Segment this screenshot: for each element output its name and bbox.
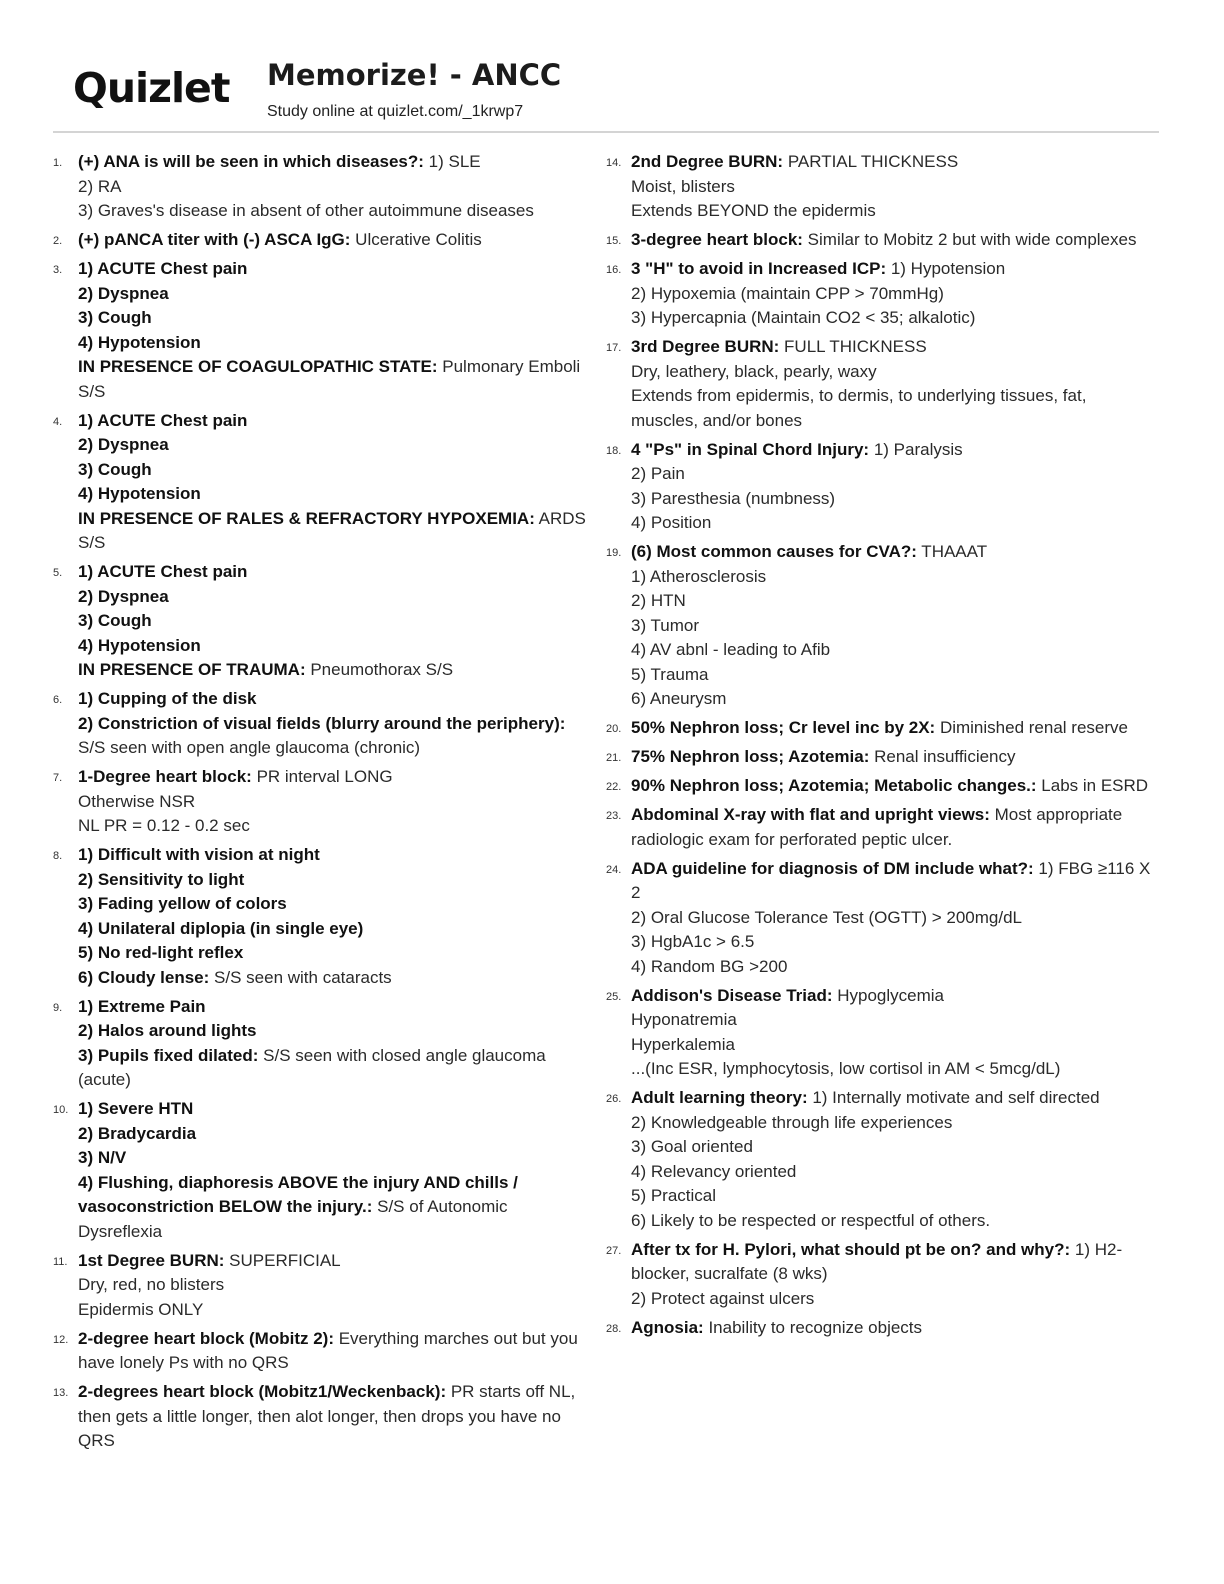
card-term: 2) Dyspnea xyxy=(78,283,169,303)
card-line xyxy=(631,150,1151,175)
card-definition: Extends BEYOND the epidermis xyxy=(631,201,876,220)
flashcard-item xyxy=(53,257,593,404)
card-line xyxy=(631,1057,1151,1082)
card-line xyxy=(78,482,593,507)
flashcard-item xyxy=(606,716,1151,741)
card-line xyxy=(631,565,1151,590)
card-line xyxy=(78,1146,593,1171)
card-number: 25. xyxy=(606,990,622,1003)
card-term: 2) Sensitivity to light xyxy=(78,869,245,889)
card-line xyxy=(631,1287,1151,1312)
card-definition: 5) Trauma xyxy=(631,664,709,684)
card-line xyxy=(78,1044,593,1093)
flashcard-item xyxy=(606,774,1151,799)
card-definition: 4) AV abnl - leading to Afib xyxy=(631,640,831,659)
card-definition: 3) HgbA1c > 6.5 xyxy=(631,932,755,951)
card-line xyxy=(78,507,593,556)
card-line xyxy=(631,306,1151,331)
card-term: 6) Cloudy lense: xyxy=(78,967,210,987)
card-term: Agnosia: xyxy=(631,1317,704,1337)
card-definition: THAAAT xyxy=(916,542,988,561)
card-term: 4) Unilateral diplopia (in single eye) xyxy=(78,918,364,938)
card-definition: Dry, leathery, black, pearly, waxy xyxy=(631,361,877,381)
card-definition: Renal insufficiency xyxy=(869,747,1016,766)
card-line xyxy=(78,1122,593,1147)
flashcard-item xyxy=(606,1086,1151,1233)
card-number: 12. xyxy=(53,1333,69,1346)
card-line xyxy=(78,609,593,634)
card-definition: 2) Hypoxemia (maintain CPP > 70mmHg) xyxy=(631,283,944,303)
card-line xyxy=(78,843,593,868)
card-term: 2) Dyspnea xyxy=(78,586,169,606)
card-line xyxy=(78,1249,593,1274)
card-line xyxy=(631,984,1151,1009)
flashcard-item xyxy=(606,984,1151,1082)
card-term: 1) ACUTE Chest pain xyxy=(78,410,248,430)
card-line xyxy=(78,941,593,966)
flashcard-item xyxy=(606,857,1151,980)
flashcard-item xyxy=(53,228,593,253)
card-number: 26. xyxy=(606,1093,622,1105)
card-definition: 2) Protect against ulcers xyxy=(631,1288,815,1308)
card-line xyxy=(78,282,593,307)
card-line xyxy=(631,1008,1151,1033)
card-term: 2) Constriction of visual fields (blurry around the periphery): xyxy=(78,713,566,733)
card-line xyxy=(78,687,593,712)
card-number: 15. xyxy=(606,235,622,247)
card-number: 22. xyxy=(606,781,622,793)
card-line xyxy=(631,1033,1151,1058)
card-line xyxy=(78,892,593,917)
card-line xyxy=(631,175,1151,200)
card-number: 27. xyxy=(606,1244,622,1257)
card-term: 1) ACUTE Chest pain xyxy=(78,259,248,278)
card-line xyxy=(631,462,1151,487)
card-definition: S/S of Autonomic Dysreflexia xyxy=(78,1197,508,1241)
card-definition: 2) Oral Glucose Tolerance Test (OGTT) > 200mg/dL xyxy=(631,907,1023,927)
card-number: 21. xyxy=(606,752,622,764)
card-term: 90% Nephron loss; Azotemia; Metabolic changes.: xyxy=(631,776,1037,795)
card-number: 6. xyxy=(53,694,63,706)
card-line xyxy=(78,257,593,282)
card-line xyxy=(631,1111,1151,1136)
card-line xyxy=(631,335,1151,360)
card-term: IN PRESENCE OF RALES & REFRACTORY HYPOXEMIA: xyxy=(78,508,535,528)
card-number: 28. xyxy=(606,1322,622,1335)
page-header xyxy=(53,55,1159,133)
card-term: 4) Hypotension xyxy=(78,332,201,352)
card-definition: 6) Likely to be respected or respectful of others. xyxy=(631,1210,991,1230)
flashcard-item xyxy=(606,1316,1151,1341)
card-definition: Dry, red, no blisters xyxy=(78,1275,225,1294)
card-term: 1st Degree BURN: xyxy=(78,1250,225,1270)
card-definition: Moist, blisters xyxy=(631,176,735,196)
card-line xyxy=(78,712,593,737)
card-line xyxy=(78,409,593,434)
flashcard-item xyxy=(606,1238,1151,1312)
card-number: 11. xyxy=(53,1255,68,1268)
card-number: 8. xyxy=(53,850,63,862)
card-line xyxy=(78,1327,593,1376)
flashcard-item xyxy=(606,745,1151,770)
card-term: 2) Bradycardia xyxy=(78,1123,197,1143)
card-term: 2) Halos around lights xyxy=(78,1021,257,1040)
card-line xyxy=(78,917,593,942)
card-definition: NL PR = 0.12 - 0.2 sec xyxy=(78,816,250,835)
flashcard-item xyxy=(606,540,1151,712)
card-line xyxy=(78,199,593,224)
card-term: (6) Most common causes for CVA?: xyxy=(631,542,917,561)
card-line xyxy=(631,589,1151,614)
card-term: 2-degree heart block (Mobitz 2): xyxy=(78,1328,334,1348)
card-definition: Hypoglycemia xyxy=(832,985,944,1005)
card-number: 13. xyxy=(53,1387,69,1399)
card-definition: PR interval LONG xyxy=(251,767,393,786)
card-number: 23. xyxy=(606,810,622,822)
flashcard-item xyxy=(606,803,1151,852)
card-number: 16. xyxy=(606,264,622,276)
card-line xyxy=(631,1316,1151,1341)
card-definition: Ulcerative Colitis xyxy=(350,230,482,249)
flashcard-item xyxy=(606,257,1151,331)
card-line xyxy=(78,306,593,331)
card-line xyxy=(631,487,1151,512)
card-definition: FULL THICKNESS xyxy=(779,337,927,356)
card-definition: 2) RA xyxy=(78,176,122,196)
card-definition: 6) Aneurysm xyxy=(631,689,727,708)
card-line xyxy=(631,384,1151,433)
flashcard-item xyxy=(53,1327,593,1376)
card-line xyxy=(631,1209,1151,1234)
card-definition: 4) Random BG >200 xyxy=(631,956,788,976)
flashcard-item xyxy=(606,335,1151,433)
card-line xyxy=(631,774,1151,799)
card-line xyxy=(631,1135,1151,1160)
card-definition: Inability to recognize objects xyxy=(703,1317,923,1337)
card-line xyxy=(631,906,1151,931)
card-line xyxy=(78,150,593,175)
card-column-left xyxy=(53,150,593,1458)
card-number: 1. xyxy=(53,157,63,169)
card-term: 4 "Ps" in Spinal Chord Injury: xyxy=(631,439,870,459)
card-definition: PARTIAL THICKNESS xyxy=(783,152,959,171)
card-term: Addison's Disease Triad: xyxy=(631,985,833,1005)
flashcard-item xyxy=(53,409,593,556)
flashcard-item xyxy=(53,1249,593,1323)
card-line xyxy=(78,560,593,585)
card-definition: Everything marches out but you have lonely Ps with no QRS xyxy=(78,1328,578,1372)
card-term: IN PRESENCE OF COAGULOPATHIC STATE: xyxy=(78,357,438,376)
card-line xyxy=(631,511,1151,536)
card-line xyxy=(631,540,1151,565)
card-term: 4) Flushing, diaphoresis ABOVE the injury AND chills / vasoconstriction BELOW the injury.: xyxy=(78,1172,518,1216)
card-definition: 3) Paresthesia (numbness) xyxy=(631,488,836,508)
card-definition: 5) Practical xyxy=(631,1186,717,1205)
card-line xyxy=(631,257,1151,282)
flashcard-item xyxy=(53,765,593,839)
card-definition: 3) Hypercapnia (Maintain CO2 < 35; alkalotic) xyxy=(631,308,976,327)
card-term: 2) Dyspnea xyxy=(78,435,169,454)
card-definition: Pneumothorax S/S xyxy=(305,660,454,679)
card-term: 3) N/V xyxy=(78,1148,127,1167)
card-definition: 1) SLE xyxy=(423,152,481,171)
card-number: 14. xyxy=(606,157,622,169)
card-column-right xyxy=(606,150,1151,1345)
card-line xyxy=(78,433,593,458)
card-term: Abdominal X-ray with flat and upright views: xyxy=(631,805,990,824)
card-line xyxy=(631,663,1151,688)
card-definition: Otherwise NSR xyxy=(78,791,196,811)
card-term: Adult learning theory: xyxy=(631,1088,808,1107)
card-definition: Most appropriate radiologic exam for perforated peptic ulcer. xyxy=(631,805,1123,849)
card-number: 17. xyxy=(606,342,622,354)
card-line xyxy=(631,1238,1151,1287)
card-line xyxy=(78,765,593,790)
card-definition: ...(Inc ESR, lymphocytosis, low cortisol in AM < 5mcg/dL) xyxy=(631,1059,1061,1078)
card-line xyxy=(78,1019,593,1044)
card-definition: 1) FBG ≥116 X 2 xyxy=(631,858,1151,902)
card-line xyxy=(631,745,1151,770)
card-term: 3) Cough xyxy=(78,308,152,327)
card-term: 50% Nephron loss; Cr level inc by 2X: xyxy=(631,718,936,737)
card-term: 1) ACUTE Chest pain xyxy=(78,562,248,581)
card-number: 18. xyxy=(606,444,622,457)
card-number: 20. xyxy=(606,723,622,735)
study-link-text: Study online at quizlet.com/_1krwp7 xyxy=(267,103,524,120)
flashcard-item xyxy=(606,228,1151,253)
flashcard-item xyxy=(53,843,593,990)
card-line xyxy=(631,282,1151,307)
card-term: 1-Degree heart block: xyxy=(78,767,252,786)
card-number: 7. xyxy=(53,772,63,784)
card-term: 3-degree heart block: xyxy=(631,230,803,249)
card-definition: S/S seen with open angle glaucoma (chronic) xyxy=(78,738,421,757)
flashcard-item xyxy=(53,560,593,683)
card-definition: 3) Tumor xyxy=(631,615,700,635)
card-term: 1) Cupping of the disk xyxy=(78,689,257,708)
card-term: ADA guideline for diagnosis of DM include what?: xyxy=(631,858,1034,878)
card-definition: SUPERFICIAL xyxy=(224,1250,341,1270)
card-definition: 4) Position xyxy=(631,513,712,532)
card-line xyxy=(78,175,593,200)
card-definition: 3) Graves's disease in absent of other autoimmune diseases xyxy=(78,201,534,220)
card-line xyxy=(631,803,1151,852)
card-term: 1) Extreme Pain xyxy=(78,996,206,1016)
card-definition: 2) HTN xyxy=(631,591,686,610)
card-line xyxy=(78,331,593,356)
card-line xyxy=(631,857,1151,906)
card-definition: S/S seen with cataracts xyxy=(209,967,392,987)
card-line xyxy=(78,658,593,683)
card-term: 3) Cough xyxy=(78,611,152,630)
card-line xyxy=(78,228,593,253)
card-definition: Hyperkalemia xyxy=(631,1034,735,1054)
card-definition: Hyponatremia xyxy=(631,1010,737,1029)
card-term: After tx for H. Pylori, what should pt be on? and why?: xyxy=(631,1239,1071,1259)
card-line xyxy=(631,360,1151,385)
card-number: 9. xyxy=(53,1001,63,1014)
flashcard-item xyxy=(53,995,593,1093)
card-line xyxy=(78,1380,593,1454)
flashcard-item xyxy=(53,687,593,761)
card-line xyxy=(78,868,593,893)
card-definition: Pulmonary Emboli S/S xyxy=(78,357,581,401)
card-line xyxy=(631,228,1151,253)
card-number: 4. xyxy=(53,415,63,428)
card-line xyxy=(631,1086,1151,1111)
card-line xyxy=(631,1160,1151,1185)
card-line xyxy=(631,687,1151,712)
card-term: 2nd Degree BURN: xyxy=(631,152,784,171)
card-term: (+) ANA is will be seen in which diseases?: xyxy=(78,152,424,171)
flashcard-item xyxy=(53,150,593,224)
card-definition: Extends from epidermis, to dermis, to underlying tissues, fat, muscles, and/or bones xyxy=(631,386,1087,430)
card-term: 75% Nephron loss; Azotemia: xyxy=(631,747,870,766)
card-line xyxy=(631,614,1151,639)
card-term: 3rd Degree BURN: xyxy=(631,337,780,356)
card-line xyxy=(78,458,593,483)
card-number: 5. xyxy=(53,567,63,579)
quizlet-logo: Quizlet xyxy=(73,64,230,112)
card-line xyxy=(78,585,593,610)
card-definition: Diminished renal reserve xyxy=(935,718,1128,737)
card-line xyxy=(631,638,1151,663)
flashcard-item xyxy=(53,1097,593,1244)
card-definition: 1) Atherosclerosis xyxy=(631,566,767,586)
card-definition: Similar to Mobitz 2 but with wide complexes xyxy=(802,230,1137,249)
card-definition: Labs in ESRD xyxy=(1036,776,1149,795)
card-definition: 1) Internally motivate and self directed xyxy=(807,1088,1100,1107)
card-line xyxy=(78,634,593,659)
card-term: 3) Fading yellow of colors xyxy=(78,894,287,913)
card-number: 19. xyxy=(606,547,622,559)
card-line xyxy=(631,716,1151,741)
card-definition: PR starts off NL, then gets a little longer, then alot longer, then drops you have no QRS xyxy=(78,1382,576,1450)
card-term: 5) No red-light reflex xyxy=(78,943,244,962)
card-definition: 1) H2-blocker, sucralfate (8 wks) xyxy=(631,1239,1123,1283)
card-definition: 1) Hypotension xyxy=(886,259,1006,278)
card-term: 3) Pupils fixed dilated: xyxy=(78,1045,259,1065)
card-term: 1) Difficult with vision at night xyxy=(78,845,320,864)
card-line xyxy=(631,955,1151,980)
flashcard-item xyxy=(606,150,1151,224)
card-line xyxy=(78,814,593,839)
card-line xyxy=(78,736,593,761)
card-number: 2. xyxy=(53,235,63,247)
card-term: 3 "H" to avoid in Increased ICP: xyxy=(631,259,887,278)
card-definition: ARDS S/S xyxy=(78,508,586,552)
card-number: 24. xyxy=(606,863,622,876)
card-line xyxy=(78,1298,593,1323)
card-number: 3. xyxy=(53,264,63,276)
card-line xyxy=(78,995,593,1020)
card-line xyxy=(631,1184,1151,1209)
card-term: 3) Cough xyxy=(78,459,152,479)
card-line xyxy=(78,1273,593,1298)
card-line xyxy=(78,355,593,404)
flashcard-item xyxy=(606,438,1151,536)
card-number: 10. xyxy=(53,1104,69,1116)
card-line xyxy=(78,966,593,991)
card-definition: 1) Paralysis xyxy=(869,439,963,459)
card-definition: S/S seen with closed angle glaucoma (acute) xyxy=(78,1045,546,1089)
card-term: (+) pANCA titer with (-) ASCA IgG: xyxy=(78,230,351,249)
card-definition: 3) Goal oriented xyxy=(631,1137,753,1156)
card-definition: Epidermis ONLY xyxy=(78,1299,204,1319)
card-definition: 2) Pain xyxy=(631,464,685,483)
card-definition: 4) Relevancy oriented xyxy=(631,1161,797,1181)
card-term: 4) Hypotension xyxy=(78,484,201,503)
card-line xyxy=(78,790,593,815)
card-term: 1) Severe HTN xyxy=(78,1099,194,1118)
card-term: 4) Hypotension xyxy=(78,635,201,655)
card-line xyxy=(78,1171,593,1245)
card-line xyxy=(631,930,1151,955)
flashcard-item xyxy=(53,1380,593,1454)
card-line xyxy=(631,438,1151,463)
set-title: Memorize! - ANCC xyxy=(267,58,562,92)
card-line xyxy=(78,1097,593,1122)
card-term: IN PRESENCE OF TRAUMA: xyxy=(78,660,306,679)
card-term: 2-degrees heart block (Mobitz1/Weckenback): xyxy=(78,1382,447,1401)
card-line xyxy=(631,199,1151,224)
card-definition: 2) Knowledgeable through life experiences xyxy=(631,1112,953,1132)
